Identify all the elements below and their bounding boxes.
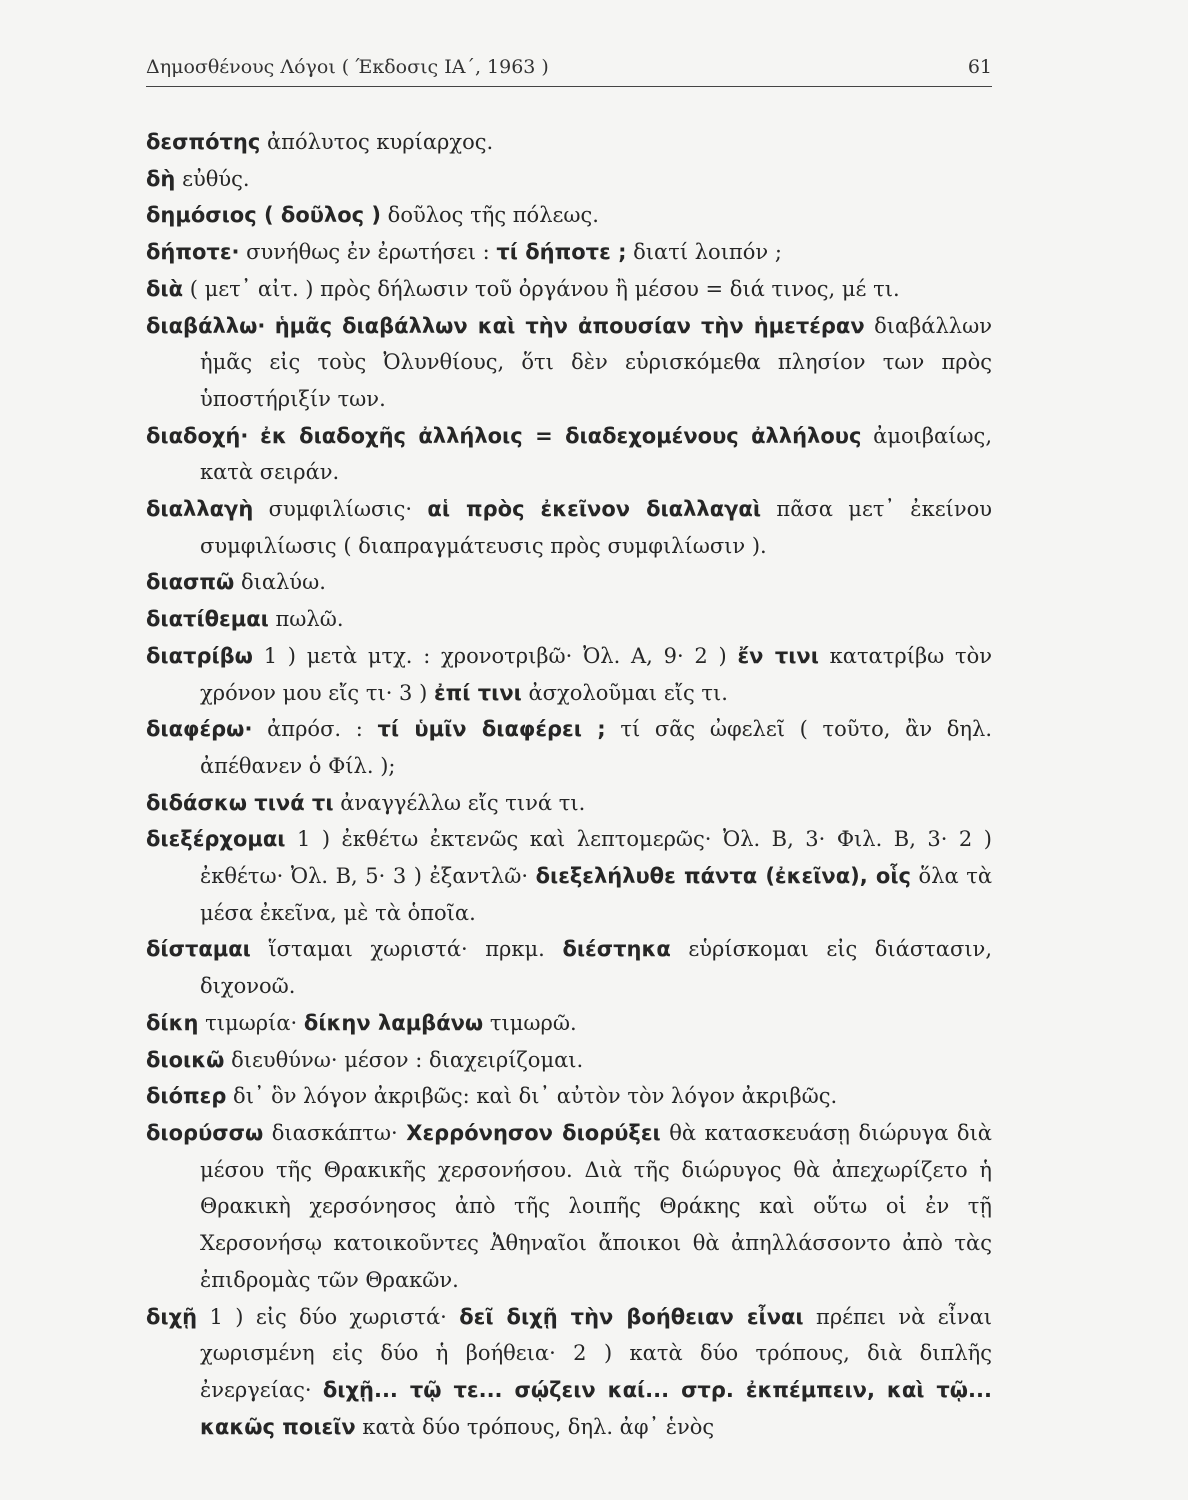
bold-phrase: διέστηκα — [562, 937, 671, 962]
headword: διασπῶ — [146, 570, 235, 595]
glossary-entry — [146, 234, 992, 271]
definition: τιμωρῶ. — [483, 1010, 577, 1035]
headword: δίκη — [146, 1010, 199, 1035]
glossary-entry — [146, 308, 992, 418]
definition: θὰ κατασκευάσῃ διώρυγα διὰ μέσου τῆς Θρακικῆς χερσονήσου. Διὰ τῆς διώρυγος θὰ ἀπεχωρίζετο ἡ Θρακικὴ χερσόνησος ἀπὸ τῆς λοιπῆς Θράκης καὶ οὕτω οἱ ἐν τῇ Χερσονήσῳ κατοικοῦντες Ἀθηναῖοι ἄποικοι θὰ ἀπηλλάσσοντο ἀπὸ τὰς ἐπιδρομὰς τῶν Θρακῶν. — [200, 1120, 992, 1292]
bold-phrase: τί δήποτε ; — [496, 240, 627, 265]
definition: τιμωρία· — [198, 1010, 304, 1035]
headword: διαδοχή· — [146, 423, 249, 448]
headword: διαλλαγὴ — [146, 497, 254, 522]
definition: διαβάλλων ἡμᾶς εἰς τοὺς Ὀλυνθίους, ὅτι δὲν εὑρισκόμεθα πλησίον των πρὸς ὑποστήριξίν των. — [200, 313, 992, 411]
definition — [265, 314, 274, 338]
definition: κατατρίβω τὸν χρόνον μου εἴς τι· 3 ) — [200, 643, 992, 705]
glossary-entry — [146, 1115, 992, 1299]
headword: διδάσκω τινά τι — [146, 790, 334, 815]
headword: διαφέρω· — [146, 717, 253, 742]
headword: διχῇ — [146, 1304, 198, 1329]
glossary-entry — [146, 1299, 992, 1446]
glossary-entry — [146, 785, 992, 822]
bold-phrase: ἔν τινι — [737, 643, 819, 668]
definition: διασκάπτω· — [263, 1120, 407, 1145]
header-title: Δημοσθένους Λόγοι ( Έκδοσις ΙΑ΄, 1963 ) — [146, 56, 549, 78]
headword: δεσπότης — [146, 130, 261, 154]
headword: διὰ — [146, 276, 184, 301]
definition: ἀπόλυτος κυρίαρχος. — [260, 130, 494, 154]
definition: ἀμοιβαίως, κατὰ σειράν. — [200, 423, 992, 485]
definition: διαλύω. — [234, 570, 326, 595]
glossary-entry — [146, 1005, 992, 1042]
headword: διόπερ — [146, 1084, 227, 1109]
definition — [248, 424, 260, 448]
glossary-entries — [146, 124, 992, 1445]
bold-phrase: ἐπί τινι — [433, 680, 522, 705]
glossary-entry — [146, 1078, 992, 1115]
definition: ἀπρόσ. : — [252, 717, 378, 742]
glossary-entry — [146, 271, 992, 308]
definition: συμφιλίωσις· — [253, 497, 428, 522]
definition: 1 ) μετὰ μτχ. : χρονοτριβῶ· Ὀλ. Α, 9· 2 ) — [252, 643, 738, 668]
definition: πᾶσα μετ᾽ ἐκείνου συμφιλίωσις ( διαπραγμάτευσις πρὸς συμφιλίωσιν ). — [200, 497, 992, 558]
definition: 1 ) ἐκθέτω ἐκτενῶς καὶ λεπτομερῶς· Ὀλ. Β, 3· Φιλ. Β, 3· 2 ) ἐκθέτω· Ὀλ. Β, 5· 3 ) ἐξαντλῶ· — [200, 827, 992, 889]
definition: ἀναγγέλλω εἴς τινά τι. — [333, 790, 586, 815]
definition: συνήθως ἐν ἐρωτήσει : — [239, 240, 497, 265]
headword: δήποτε· — [146, 240, 240, 265]
glossary-entry — [146, 564, 992, 601]
headword: δὴ — [146, 166, 176, 191]
running-header — [146, 56, 992, 78]
definition: ἀσχολοῦμαι εἴς τι. — [521, 680, 728, 705]
headword: διατίθεμαι — [146, 607, 269, 632]
glossary-entry — [146, 1042, 992, 1079]
headword: δίσταμαι — [146, 937, 251, 962]
definition: πρέπει νὰ εἶναι χωρισμένη εἰς δύο ἡ βοήθεια· 2 ) κατὰ δύο τρόπους, διὰ διπλῆς ἐνεργείας· — [200, 1304, 992, 1402]
headword: διεξέρχομαι — [146, 827, 286, 852]
glossary-entry — [146, 124, 992, 161]
headword: διορύσσω — [146, 1120, 264, 1145]
definition: διευθύνω· μέσον : διαχειρίζομαι. — [224, 1047, 584, 1072]
headword: διοικῶ — [146, 1047, 225, 1072]
bold-phrase: διεξελήλυθε πάντα (ἐκεῖνα), οἷς — [535, 864, 911, 889]
definition: τί σᾶς ὠφελεῖ ( τοῦτο, ἂν δηλ. ἀπέθανεν ὁ Φίλ. ); — [200, 717, 992, 778]
definition: ὅλα τὰ μέσα ἐκεῖνα, μὲ τὰ ὁποῖα. — [200, 864, 992, 925]
glossary-entry — [146, 601, 992, 638]
definition: δοῦλος τῆς πόλεως. — [381, 203, 599, 228]
definition: κατὰ δύο τρόπους, δηλ. ἀφ᾽ ἑνὸς — [355, 1414, 715, 1439]
glossary-entry — [146, 931, 992, 1004]
bold-phrase: δεῖ διχῇ τὴν βοήθειαν εἶναι — [459, 1304, 804, 1329]
definition: εὐθύς. — [175, 166, 250, 191]
glossary-entry — [146, 418, 992, 491]
headword: δημόσιος ( δοῦλος ) — [146, 203, 381, 228]
glossary-entry — [146, 638, 992, 711]
definition: δι᾽ ὃν λόγον ἀκριβῶς: καὶ δι᾽ αὐτὸν τὸν λόγον ἀκριβῶς. — [226, 1084, 838, 1109]
bold-phrase: δίκην λαμβάνω — [303, 1010, 484, 1035]
glossary-entry — [146, 821, 992, 931]
bold-phrase: τί ὑμῖν διαφέρει ; — [377, 717, 606, 742]
headword: διαβάλλω· — [146, 313, 266, 338]
definition: εὑρίσκομαι εἰς διάστασιν, διχονοῶ. — [200, 937, 992, 999]
definition: ( μετ᾽ αἰτ. ) πρὸς δήλωσιν τοῦ ὀργάνου ἢ μέσου = διά τινος, μέ τι. — [183, 276, 900, 301]
definition: ἵσταμαι χωριστά· πρκμ. — [250, 937, 563, 962]
glossary-entry — [146, 197, 992, 234]
bold-phrase: ἡμᾶς διαβάλλων καὶ τὴν ἀπουσίαν τὴν ἡμετέραν — [274, 313, 865, 338]
bold-phrase: Χερρόνησον διορύξει — [406, 1120, 661, 1145]
definition: πωλῶ. — [268, 607, 344, 632]
header-rule — [146, 86, 992, 87]
headword: διατρίβω — [146, 643, 253, 668]
glossary-entry — [146, 491, 992, 564]
bold-phrase: διχῇ... τῷ τε... σῴζειν καί... στρ. ἐκπέμπειν, καὶ τῷ... κακῶς ποιεῖν — [200, 1377, 992, 1439]
bold-phrase: ἐκ διαδοχῆς ἀλλήλοις = διαδεχομένους ἀλλήλους — [260, 423, 862, 448]
glossary-entry — [146, 161, 992, 198]
definition: διατί λοιπόν ; — [626, 240, 782, 265]
page-number: 61 — [967, 56, 992, 78]
bold-phrase: αἱ πρὸς ἐκεῖνον διαλλαγαὶ — [427, 497, 762, 522]
definition: 1 ) εἰς δύο χωριστά· — [197, 1304, 460, 1329]
glossary-entry — [146, 711, 992, 784]
